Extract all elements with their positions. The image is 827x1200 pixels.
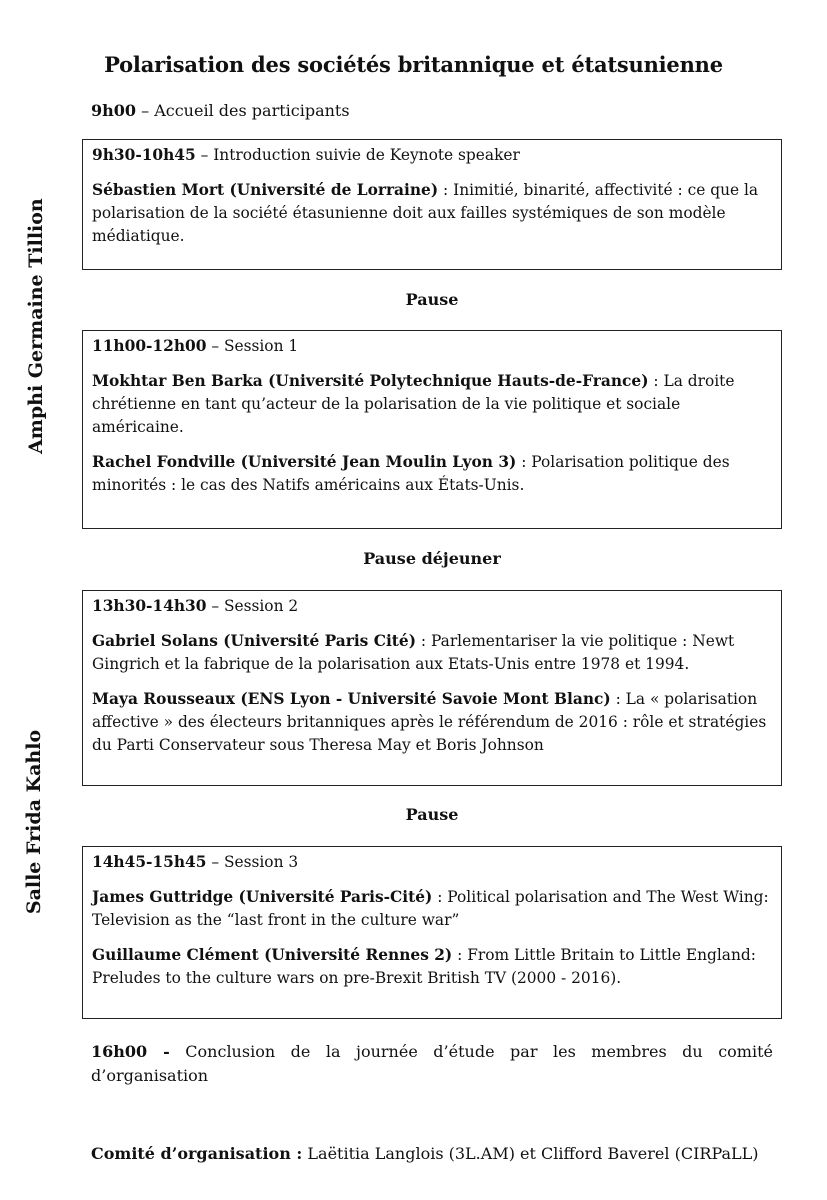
talk-title: La « polarisation affective » des électeurs britanniques après le référendum de 2016 : rôle et stratégies du Parti Conservateur sous Theresa May et Boris Johnson — [92, 690, 767, 754]
lunch-break: Pause déjeuner — [363, 549, 501, 568]
session3-sep: – — [206, 853, 224, 871]
session2-time: 13h30-14h30 — [92, 597, 207, 615]
talk-sep: : — [610, 690, 626, 708]
talk-sep: : — [416, 632, 431, 650]
organizing-committee — [91, 1142, 791, 1166]
talk-speaker: Guillaume Clément (Université Rennes 2) — [92, 946, 453, 964]
talk-title: Inimitié, binarité, affectivité : ce que la polarisation de la société étasunienne doit aux failles systémiques de son modèle médiatique. — [92, 181, 759, 245]
session1-sep: – — [206, 337, 224, 355]
session1-box — [82, 330, 782, 529]
committee-members: Laëtitia Langlois (3L.AM) et Clifford Baverel (CIRPaLL) — [302, 1144, 759, 1163]
room-label-afternoon: Salle Frida Kahlo — [23, 729, 45, 915]
talk-speaker: Gabriel Solans (Université Paris Cité) — [92, 632, 416, 650]
welcome-text: Accueil des participants — [154, 101, 350, 120]
talk-title: From Little Britain to Little England: Preludes to the culture wars on pre-Brexit British TV (2000 - 2016). — [92, 946, 756, 987]
session3-time: 14h45-15h45 — [92, 853, 207, 871]
talk-sep: : — [648, 372, 664, 390]
pause-2: Pause — [405, 805, 459, 824]
session1-time: 11h00-12h00 — [92, 337, 207, 355]
session3-box — [82, 846, 782, 1019]
talk-sep: : — [432, 888, 448, 906]
talk-title: Parlementariser la vie politique : Newt Gingrich et la fabrique de la polarisation aux Etats-Unis entre 1978 et 1994. — [92, 632, 735, 673]
talk-speaker: Rachel Fondville (Université Jean Moulin Lyon 3) — [92, 453, 517, 471]
page-title: Polarisation des sociétés britannique et étatsunienne — [104, 52, 723, 77]
talk — [92, 886, 772, 932]
talk-sep: : — [516, 453, 532, 471]
welcome-time: 9h00 — [91, 101, 137, 120]
session2-sep: – — [206, 597, 224, 615]
room-label-morning: Amphi Germaine Tillion — [25, 198, 47, 454]
talk-sep: : — [438, 181, 454, 199]
session3-slot — [92, 851, 772, 874]
talk — [92, 688, 772, 757]
talk — [92, 630, 772, 676]
talk-title: La droite chrétienne en tant qu’acteur de la polarisation de la vie politique et sociale américaine. — [92, 372, 735, 436]
session2-label: Session 2 — [223, 597, 299, 615]
talk-title: Polarisation politique des minorités : le cas des Natifs américains aux États-Unis. — [92, 453, 730, 494]
intro-time: 9h30-10h45 — [92, 146, 196, 164]
welcome-line — [91, 99, 791, 123]
conclusion-text: Conclusion de la journée d’étude par les membres du comité d’organisation — [91, 1042, 773, 1085]
talk-speaker: James Guttridge (Université Paris-Cité) — [92, 888, 433, 906]
talk — [92, 944, 772, 990]
intro-label: Introduction suivie de Keynote speaker — [213, 146, 520, 164]
talk-sep: : — [452, 946, 468, 964]
talk-speaker: Mokhtar Ben Barka (Université Polytechnique Hauts-de-France) — [92, 372, 649, 390]
intro-sep: – — [195, 146, 214, 164]
session1-label: Session 1 — [223, 337, 299, 355]
talk-title: Political polarisation and The West Wing: Television as the “last front in the culture war” — [92, 888, 769, 929]
talk — [92, 179, 772, 248]
committee-label: Comité d’organisation : — [91, 1144, 303, 1163]
session1-slot — [92, 335, 772, 358]
talk-speaker: Maya Rousseaux (ENS Lyon - Université Savoie Mont Blanc) — [92, 690, 611, 708]
session2-box — [82, 590, 782, 786]
session2-slot — [92, 595, 772, 618]
talk-speaker: Sébastien Mort (Université de Lorraine) — [92, 181, 439, 199]
session3-label: Session 3 — [223, 853, 299, 871]
talk — [92, 451, 772, 497]
intro-slot — [92, 144, 772, 167]
conclusion-line — [91, 1040, 773, 1088]
conclusion-time: 16h00 - — [91, 1042, 170, 1061]
pause-1: Pause — [405, 290, 459, 309]
intro-box — [82, 139, 782, 270]
welcome-sep: – — [136, 101, 155, 120]
talk — [92, 370, 772, 439]
